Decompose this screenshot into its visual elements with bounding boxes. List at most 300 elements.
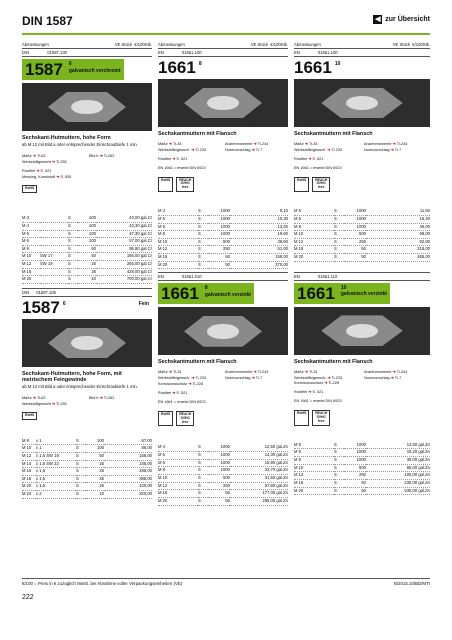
spec-links: Maße ➜ Ti-34 Anziehmomente ➜ Ti-244 Werkstoffeigensch. ➜ Ti-233 Normvorschlag ➜ Ti-7 Korrosionsschutz ➜ Ti-228 Rostfrei ➜ S. 521 EN 1661 = ersetzt DIN 6923 xyxy=(158,370,269,404)
table-cell: S xyxy=(198,231,208,239)
table-row xyxy=(22,276,152,284)
table-cell: S xyxy=(198,452,208,460)
spec-links: Maße ➜ Ti-63 Bild b ➜ Ti-262 Werkstoffgewicht ➜ Ti-235 Rostfrei ➜ S. 521 Messing, Kunststoff ➜ S. 835 xyxy=(22,153,115,179)
table-cell: S xyxy=(76,475,86,483)
table-cell: M 5 xyxy=(158,215,198,223)
table-cell: S xyxy=(68,268,78,276)
table-cell: S xyxy=(334,457,344,465)
product-heading: Sechskantmuttern mit Flansch xyxy=(158,131,237,137)
table-row xyxy=(22,245,152,253)
table-row xyxy=(22,222,152,230)
table-cell: M 16 xyxy=(294,480,334,488)
reach-badge: REACH SVHC free xyxy=(312,410,330,426)
table-cell: 66,00 gal.Zn xyxy=(366,464,430,472)
column-header: Abmessungen VE Stück €/100Stk. xyxy=(22,42,152,47)
table-cell: S xyxy=(334,472,344,480)
table-cell: M 5 xyxy=(158,452,198,460)
table-cell: 57,80 gal.Zn xyxy=(230,482,288,490)
table-cell: 50 xyxy=(344,254,366,262)
table-cell: S xyxy=(68,215,78,222)
table-cell: 500 xyxy=(208,238,230,246)
table-cell: 500 xyxy=(344,464,366,472)
norm-number: 1661 xyxy=(158,283,202,304)
table-cell: 18,20 gal.Zn xyxy=(366,449,430,457)
table-cell: 50 xyxy=(78,245,96,253)
table-cell: S xyxy=(334,442,344,449)
table-cell: x 1 xyxy=(36,438,76,445)
table-cell: 700,00 gal.Cr xyxy=(96,276,152,284)
table-cell: 22,70 gal.Zn xyxy=(230,467,288,475)
table-cell: 14,30 gal.Zn xyxy=(230,452,288,460)
table-cell: S xyxy=(334,208,344,215)
table-row xyxy=(294,215,430,223)
table-cell: M 3 xyxy=(22,215,40,222)
table-row xyxy=(158,497,288,505)
table-row xyxy=(158,475,288,483)
table-row xyxy=(158,459,288,467)
table-cell: S xyxy=(68,253,78,261)
table-cell: S xyxy=(334,223,344,231)
table-cell: 485,00 xyxy=(366,254,430,262)
column-header: Abmessungen VE Stück €/100Stk. xyxy=(158,42,288,47)
table-cell: 43,30 gal.Cr xyxy=(96,222,152,230)
article-id-row: EN 01661.110 xyxy=(294,272,430,281)
table-cell: x 1,5 xyxy=(36,475,76,483)
table-cell: 1000 xyxy=(344,223,366,231)
table-row xyxy=(294,480,430,488)
reach-badge: REACH SVHC free xyxy=(312,177,330,193)
table-cell: 420,00 xyxy=(104,483,152,491)
table-cell: 50 xyxy=(86,452,104,460)
table-cell: M 16 xyxy=(158,254,198,262)
table-cell: M 14 xyxy=(22,460,36,468)
table-row xyxy=(22,491,152,499)
table-row xyxy=(22,268,152,276)
table-cell: 50 xyxy=(208,497,230,505)
page-number: 222 xyxy=(22,594,34,601)
back-label: zur Übersicht xyxy=(385,16,430,23)
product-image xyxy=(22,319,152,367)
rohs-badge: RoHS xyxy=(22,185,37,193)
table-cell: 265,00 gal.Cr xyxy=(96,261,152,269)
product-heading: Sechskant-Hutmuttern, hohe Form, mit metrischem Feingewinde xyxy=(22,371,122,384)
table-cell: S xyxy=(76,491,86,499)
table-cell: 158,00 xyxy=(104,452,152,460)
table-cell: S xyxy=(334,254,344,262)
table-cell: S xyxy=(198,246,208,254)
table-row xyxy=(22,238,152,246)
table-row xyxy=(158,261,288,269)
table-cell: 92,80 xyxy=(366,238,430,246)
table-cell: 15,80 gal.Zn xyxy=(230,459,288,467)
table-row xyxy=(22,483,152,491)
norm-number: 1661 xyxy=(294,58,332,77)
table-cell: S xyxy=(68,222,78,230)
table-cell: 25 xyxy=(86,460,104,468)
table-cell: 39,00 gal.Zn xyxy=(366,457,430,465)
table-cell: M 10 xyxy=(22,253,40,261)
table-cell: S xyxy=(76,445,86,453)
footer-rule xyxy=(22,578,430,579)
table-row xyxy=(158,467,288,475)
table-cell: 428,00 gal.Cr xyxy=(96,268,152,276)
table-cell: M 12 xyxy=(158,246,198,254)
table-row xyxy=(158,482,288,490)
table-cell: 1000 xyxy=(344,215,366,223)
table-cell: 1000 xyxy=(208,231,230,239)
table-cell: S xyxy=(198,223,208,231)
table-row xyxy=(294,231,430,239)
table-cell: 246,00 xyxy=(104,460,152,468)
article-id-row: EN 01661.010 xyxy=(158,272,288,281)
table-cell xyxy=(40,245,68,253)
table-cell: 50 xyxy=(208,254,230,262)
table-cell: S xyxy=(198,482,208,490)
column-header: Abmessungen VE Stück €/100Stk. xyxy=(294,42,430,47)
product-description: ab M 12 mit Bild a oder entsprechender Einschraubtiefe 1 min. xyxy=(22,142,138,147)
table-row xyxy=(22,460,152,468)
table-cell: S xyxy=(198,459,208,467)
table-cell: S xyxy=(334,487,344,495)
product-image xyxy=(158,79,288,127)
table-cell: S xyxy=(334,238,344,246)
spec-links: Maße ➜ Ti-63 Bild b ➜ Ti-262 Werkstoffgewicht ➜ Ti-235 xyxy=(22,395,115,406)
product-heading: Sechskantmuttern mit Flansch xyxy=(294,131,373,137)
table-cell: M 16 xyxy=(294,246,334,254)
table-row xyxy=(22,261,152,269)
table-cell: M 10 xyxy=(158,475,198,483)
table-cell: M 10 xyxy=(158,238,198,246)
table-cell: 50 xyxy=(208,490,230,498)
table-row xyxy=(22,468,152,476)
table-cell: S xyxy=(334,464,344,472)
table-row xyxy=(294,464,430,472)
table-cell xyxy=(40,230,68,238)
table-row xyxy=(158,246,288,254)
table-cell: M 6 xyxy=(22,238,40,246)
table-row xyxy=(158,223,288,231)
product-image xyxy=(294,79,430,127)
price-table xyxy=(158,208,288,269)
table-cell: 68,00 xyxy=(366,231,430,239)
table-cell: S xyxy=(198,444,208,451)
table-row xyxy=(294,487,430,495)
table-cell: 50 xyxy=(344,246,366,254)
table-cell: 395,00 xyxy=(104,475,152,483)
table-cell: 43,00 gal.Cr xyxy=(96,215,152,222)
rohs-badge: RoHS xyxy=(158,177,173,193)
table-cell: M 16 xyxy=(22,268,40,276)
table-cell: S xyxy=(76,483,86,491)
table-cell: x 1,5 SW 19 xyxy=(36,452,76,460)
table-cell xyxy=(40,222,68,230)
reach-badge: REACH SVHC free xyxy=(176,177,194,193)
footer-code: N/2015.10/BD/MTI xyxy=(393,581,430,586)
table-cell: 50 xyxy=(344,480,366,488)
table-cell: 1000 xyxy=(344,442,366,449)
table-cell: 9,10 xyxy=(230,208,288,215)
table-row xyxy=(22,215,152,222)
table-cell: x 1 xyxy=(36,445,76,453)
norm-number: 1587 xyxy=(22,298,60,318)
table-cell: S xyxy=(68,276,78,284)
table-row xyxy=(294,254,430,262)
table-row xyxy=(294,246,430,254)
table-cell: 1000 xyxy=(208,208,230,215)
article-id-row: DIN 01587.130 xyxy=(22,49,152,57)
table-row xyxy=(294,472,430,480)
table-cell: 530,00 gal.Zn xyxy=(366,487,430,495)
table-cell: M 20 xyxy=(22,483,36,491)
back-arrow-icon: ◀ xyxy=(375,16,381,23)
table-cell: S xyxy=(76,468,86,476)
rohs-badge: RoHS xyxy=(294,410,309,426)
table-cell: x 1,5 xyxy=(36,483,76,491)
table-row xyxy=(22,230,152,238)
table-cell: 270,00 xyxy=(230,261,288,269)
table-cell: 100 xyxy=(86,445,104,453)
table-row xyxy=(22,253,152,261)
table-row xyxy=(158,238,288,246)
table-cell: S xyxy=(334,246,344,254)
table-cell: 36,00 xyxy=(366,223,430,231)
table-row xyxy=(158,452,288,460)
table-cell: M 8 xyxy=(294,457,334,465)
table-cell: 50 xyxy=(344,487,366,495)
table-row xyxy=(294,208,430,215)
table-cell: 500 xyxy=(344,231,366,239)
table-cell: 10,30 xyxy=(230,215,288,223)
table-cell: M 12 xyxy=(22,261,40,269)
table-cell: 1000 xyxy=(208,223,230,231)
table-cell: 11,50 xyxy=(366,208,430,215)
table-cell: M 20 xyxy=(22,276,40,284)
table-cell: M 24 xyxy=(22,491,36,499)
table-cell: S xyxy=(334,480,344,488)
table-row xyxy=(294,223,430,231)
table-cell xyxy=(40,238,68,246)
table-cell: 12,50 gal.Zn xyxy=(230,444,288,451)
table-cell: 285,00 xyxy=(104,468,152,476)
article-id-row: DIN 01587.105 xyxy=(22,288,152,297)
column-3: Abmessungen VE Stück €/100Stk. EN 01661.100 1661 10 Sechskantmuttern mit Flansch Maße ➜ Ti-34 Anziehmomente ➜ Ti-244 Werkstoffeigensch. ➜ Ti-233 Normvorschlag ➜ Ti-7 Rostfrei ➜ S. 521 EN 1661 = ersetzt DIN 6923 RoHS REACH SVHC free M 5 S 1000 11,50 M 6 S 1000 16,40 M 8 S 1000 36,00 M 10 S 500 68,00 M 12 S 250 92,80 M 16 S 50 218,00 M 20 S 50 485,00 EN 01661.110 1661 10 galvanisch verzinkt Sechskantmuttern mit Flansch Maße ➜ Ti-34 Anziehmomente ➜ Ti-244 Werkstoffeigensch. ➜ Ti-233 Normvorschlag ➜ Ti-7 Korrosionsschutz ➜ Ti-228 Rostfrei ➜ S. 521 EN 1661 = ersetzt DIN 6923 RoHS REACH SVHC free M 5 S 1000 13,60 gal.Zn M 6 S 1000 18,20 gal.Zn M 8 S 1000 39,00 gal.Zn M 10 S 500 66,00 gal.Zn M 12 S 250 100,00 gal.Zn M 16 S 50 230,00 gal.Zn M 20 S 50 530,00 gal.Zn xyxy=(294,42,430,495)
spec-links: Maße ➜ Ti-34 Anziehmomente ➜ Ti-244 Werkstoffeigensch. ➜ Ti-233 Normvorschlag ➜ Ti-7 Rostfrei ➜ S. 521 EN 1661 = ersetzt DIN 6923 xyxy=(294,142,408,170)
table-cell: 50 xyxy=(208,261,230,269)
table-cell: 295,00 gal.Zn xyxy=(230,497,288,505)
table-cell: 100 xyxy=(78,222,96,230)
reach-badge: REACH SVHC free xyxy=(176,411,194,427)
table-cell: 19,60 xyxy=(230,231,288,239)
table-cell: 100 xyxy=(78,238,96,246)
price-table xyxy=(294,208,430,261)
table-cell: 1000 xyxy=(208,215,230,223)
table-cell: 230,00 gal.Zn xyxy=(366,480,430,488)
table-cell: S xyxy=(68,261,78,269)
table-cell: 47,30 gal.Cr xyxy=(96,230,152,238)
table-cell: M 8 xyxy=(158,231,198,239)
finish-tab: 6 galvanisch verchromt xyxy=(66,59,124,80)
rohs-badge: RoHS xyxy=(158,411,173,427)
back-to-overview-link[interactable] xyxy=(373,15,430,24)
column-1: Abmessungen VE Stück €/100Stk. DIN 01587.130 1587 6 galvanisch verchromt Sechskant-Hutmuttern, hohe Form ab M 12 mit Bild a oder entsprechender Einschraubtiefe 1 min. Maße ➜ Ti-63 Bild b ➜ Ti-262 Werkstoffgewicht ➜ Ti-235 Rostfrei ➜ S. 521 Messing, Kunststoff ➜ S. 835 RoHS M 3 S 100 43,00 gal.Cr M 4 S 100 43,30 gal.Cr M 5 S 100 47,30 gal.Cr M 6 S 100 57,00 gal.Cr M 8 S 50 95,80 gal.Cr M 10 SW 17 S 50 166,00 gal.Cr M 12 SW 19 S 25 265,00 gal.Cr M 16 S 25 428,00 gal.Cr M 20 S 10 700,00 gal.Cr DIN 01587.105 1587 6 Fein Sechskant-Hutmuttern, hohe Form, mit metrischem Feingewinde ab M 12 mit Bild a oder entsprechender Einschraubtiefe 1 min. Maße ➜ Ti-63 Bild b ➜ Ti-262 Werkstoffgewicht ➜ Ti-235 RoHS M 8 x 1 S 100 57,00 M 10 x 1 S 100 86,00 M 12 x 1,5 SW 19 S 50 158,00 M 14 x 1,5 SW 22 S 25 246,00 M 16 x 1,5 S 25 285,00 M 18 x 1,5 S 25 395,00 M 20 x 1,5 S 25 420,00 M 24 x 2 S 10 820,00 xyxy=(22,42,152,499)
table-cell: 25 xyxy=(78,268,96,276)
table-row xyxy=(22,452,152,460)
price-table xyxy=(22,438,152,499)
table-cell: M 8 xyxy=(158,467,198,475)
table-row xyxy=(294,442,430,449)
table-cell: x 1,5 SW 22 xyxy=(36,460,76,468)
spec-links: Maße ➜ Ti-34 Anziehmomente ➜ Ti-244 Werkstoffeigensch. ➜ Ti-233 Normvorschlag ➜ Ti-7 Rostfrei ➜ S. 521 EN 1661 = ersetzt DIN 6923 xyxy=(158,142,269,170)
table-cell: M 20 xyxy=(158,497,198,505)
table-cell: 250 xyxy=(344,238,366,246)
table-cell: 10 xyxy=(78,276,96,284)
table-cell: M 5 xyxy=(294,442,334,449)
table-cell: S xyxy=(198,238,208,246)
table-cell: 50 xyxy=(78,253,96,261)
table-cell: S xyxy=(76,460,86,468)
finish-tab: 8 galvanisch verzinkt xyxy=(202,283,254,304)
table-cell: M 6 xyxy=(158,223,198,231)
table-row xyxy=(22,445,152,453)
table-row xyxy=(158,215,288,223)
table-cell: M 18 xyxy=(22,475,36,483)
table-cell: 86,00 xyxy=(104,445,152,453)
table-cell: S xyxy=(334,231,344,239)
table-cell: 57,00 xyxy=(104,438,152,445)
article-id-row: EN 01661.100 xyxy=(294,49,430,57)
table-row xyxy=(294,449,430,457)
norm-number: 1661 xyxy=(158,58,196,77)
table-row xyxy=(22,438,152,445)
table-cell: S xyxy=(198,490,208,498)
table-cell: 57,00 gal.Cr xyxy=(96,238,152,246)
table-cell: S xyxy=(198,215,208,223)
table-cell: 1000 xyxy=(344,449,366,457)
table-cell: S xyxy=(198,254,208,262)
table-row xyxy=(158,444,288,451)
table-cell: 100,00 gal.Zn xyxy=(366,472,430,480)
table-cell: S xyxy=(334,449,344,457)
table-cell: M 4 xyxy=(158,208,198,215)
table-cell: S xyxy=(334,215,344,223)
table-cell: SW 17 xyxy=(40,253,68,261)
column-2: Abmessungen VE Stück €/100Stk. EN 01661.100 1661 8 Sechskantmuttern mit Flansch Maße ➜ Ti-34 Anziehmomente ➜ Ti-244 Werkstoffeigensch. ➜ Ti-233 Normvorschlag ➜ Ti-7 Rostfrei ➜ S. 521 EN 1661 = ersetzt DIN 6923 RoHS REACH SVHC free M 4 S 1000 9,10 M 5 S 1000 10,30 M 6 S 1000 13,40 M 8 S 1000 19,60 M 10 S 500 36,50 M 12 S 250 51,00 M 16 S 50 158,00 M 20 S 50 270,00 EN 01661.010 1661 8 galvanisch verzinkt Sechskantmuttern mit Flansch Maße ➜ Ti-34 Anziehmomente ➜ Ti-244 Werkstoffeigensch. ➜ Ti-233 Normvorschlag ➜ Ti-7 Korrosionsschutz ➜ Ti-228 Rostfrei ➜ S. 521 EN 1661 = ersetzt DIN 6923 RoHS REACH SVHC free M 4 S 1000 12,50 gal.Zn M 5 S 1000 14,30 gal.Zn M 6 S 1000 15,80 gal.Zn M 8 S 1000 22,70 gal.Zn M 10 S 500 41,50 gal.Zn M 12 S 250 57,80 gal.Zn M 16 S 50 177,00 gal.Zn M 20 S 50 295,00 gal.Zn xyxy=(158,42,288,506)
table-cell: M 6 xyxy=(294,215,334,223)
table-cell: M 5 xyxy=(22,230,40,238)
table-cell: M 8 xyxy=(294,223,334,231)
table-cell: M 12 xyxy=(22,452,36,460)
table-cell: 1000 xyxy=(208,444,230,451)
table-cell: M 8 xyxy=(22,245,40,253)
product-image xyxy=(158,307,288,355)
table-cell: 1000 xyxy=(208,459,230,467)
table-cell: M 16 xyxy=(158,490,198,498)
table-cell: x 2 xyxy=(36,491,76,499)
table-cell: S xyxy=(76,438,86,445)
table-cell: 250 xyxy=(344,472,366,480)
rohs-badge: RoHS xyxy=(22,412,37,420)
table-cell: S xyxy=(68,245,78,253)
product-description: ab M 12 mit Bild a oder entsprechender Einschraubtiefe 1 min. xyxy=(22,384,138,390)
table-cell: M 20 xyxy=(158,261,198,269)
table-cell: SW 19 xyxy=(40,261,68,269)
table-cell: M 20 xyxy=(294,487,334,495)
product-heading: Sechskant-Hutmuttern, hohe Form xyxy=(22,135,111,141)
table-cell: 820,00 xyxy=(104,491,152,499)
table-cell: M 6 xyxy=(294,449,334,457)
table-cell xyxy=(40,276,68,284)
table-cell: 500 xyxy=(208,475,230,483)
article-id-row: EN 01661.100 xyxy=(158,49,288,57)
table-cell: x 1,5 xyxy=(36,468,76,476)
table-cell: M 16 xyxy=(22,468,36,476)
table-row xyxy=(158,208,288,215)
norm-number: 1587 xyxy=(22,59,66,80)
table-cell: S xyxy=(68,238,78,246)
table-cell: 250 xyxy=(208,482,230,490)
table-cell: M 10 xyxy=(22,445,36,453)
table-cell: 25 xyxy=(86,468,104,476)
table-cell: M 4 xyxy=(158,444,198,451)
table-cell: M 5 xyxy=(294,208,334,215)
table-cell xyxy=(40,215,68,222)
table-cell xyxy=(40,268,68,276)
table-cell: 158,00 xyxy=(230,254,288,262)
table-cell: 41,50 gal.Zn xyxy=(230,475,288,483)
table-cell: M 4 xyxy=(22,222,40,230)
table-row xyxy=(294,238,430,246)
price-table xyxy=(158,444,288,505)
table-cell: S xyxy=(198,261,208,269)
table-cell: 25 xyxy=(86,483,104,491)
table-cell: 1000 xyxy=(208,452,230,460)
table-cell: S xyxy=(198,497,208,505)
product-image xyxy=(294,307,430,355)
price-table xyxy=(22,215,152,284)
table-cell: 25 xyxy=(78,261,96,269)
table-cell: 36,50 xyxy=(230,238,288,246)
table-cell: 10 xyxy=(86,491,104,499)
table-row xyxy=(22,475,152,483)
table-row xyxy=(158,231,288,239)
footer-note: €/100 = Preis in € zuzüglich MwSt. bei Abnahme voller Verpackungseinheiten (VE) xyxy=(22,581,183,586)
finish-tab: 10 galvanisch verzinkt xyxy=(338,283,390,304)
table-cell: 95,80 gal.Cr xyxy=(96,245,152,253)
table-cell: M 12 xyxy=(158,482,198,490)
table-cell: S xyxy=(76,452,86,460)
product-heading: Sechskantmuttern mit Flansch xyxy=(294,358,373,365)
table-row xyxy=(158,490,288,498)
table-cell: 25 xyxy=(86,475,104,483)
spec-links: Maße ➜ Ti-34 Anziehmomente ➜ Ti-244 Werkstoffeigensch. ➜ Ti-233 Normvorschlag ➜ Ti-7 Korrosionsschutz ➜ Ti-228 Rostfrei ➜ S. 521 EN 1661 = ersetzt DIN 6923 xyxy=(294,369,408,404)
table-cell: 51,00 xyxy=(230,246,288,254)
table-cell: 1000 xyxy=(344,457,366,465)
table-cell: M 10 xyxy=(294,231,334,239)
table-cell: M 10 xyxy=(294,464,334,472)
table-cell: S xyxy=(68,230,78,238)
table-cell: 1000 xyxy=(344,208,366,215)
table-cell: 16,40 xyxy=(366,215,430,223)
table-cell: S xyxy=(198,467,208,475)
table-cell: M 6 xyxy=(158,459,198,467)
table-cell: M 8 xyxy=(22,438,36,445)
page-title: DIN 1587 xyxy=(22,14,73,28)
table-cell: 13,60 gal.Zn xyxy=(366,442,430,449)
norm-number: 1661 xyxy=(294,283,338,304)
table-cell: 100 xyxy=(86,438,104,445)
table-row xyxy=(294,457,430,465)
table-cell: S xyxy=(198,208,208,215)
